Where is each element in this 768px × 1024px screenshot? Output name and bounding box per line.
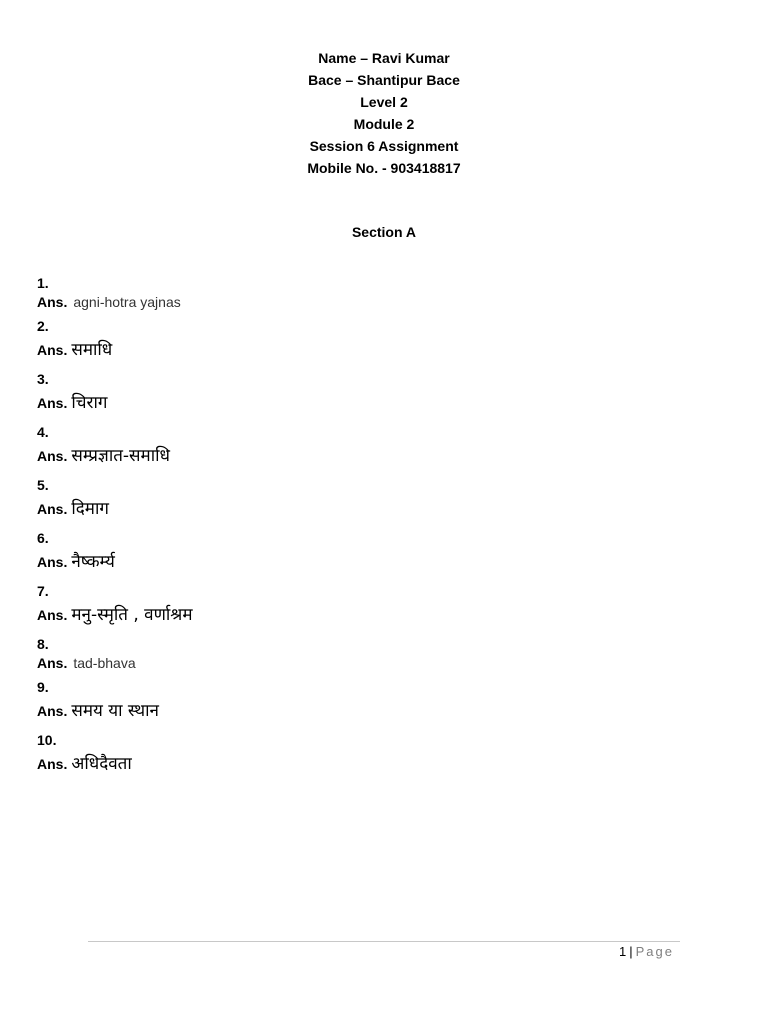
question-number-8: 8. bbox=[37, 636, 49, 652]
footer-divider bbox=[88, 941, 680, 942]
answer-label: Ans. bbox=[37, 395, 68, 411]
student-bace: Bace – Shantipur Bace bbox=[308, 72, 460, 88]
document-header bbox=[0, 47, 768, 179]
answer-label: Ans. bbox=[37, 655, 68, 671]
answer-row-3 bbox=[37, 388, 637, 423]
answer-text-4: सम्प्रज्ञात-समाधि bbox=[71, 446, 170, 466]
question-number-9: 9. bbox=[37, 679, 49, 695]
question-number-3: 3. bbox=[37, 371, 49, 387]
student-name: Name – Ravi Kumar bbox=[318, 50, 450, 66]
answer-label: Ans. bbox=[37, 703, 68, 719]
answer-text-10: अधिदैवता bbox=[71, 754, 132, 774]
answer-row-5 bbox=[37, 494, 637, 529]
answer-text-7: मनु-स्मृति , वर्णाश्रम bbox=[71, 605, 193, 625]
question-number-7: 7. bbox=[37, 583, 49, 599]
answer-text-6: नैष्कर्म्य bbox=[71, 552, 115, 572]
mobile-number: Mobile No. - 903418817 bbox=[307, 160, 461, 176]
page-word: Page bbox=[635, 944, 674, 959]
course-level: Level 2 bbox=[360, 94, 408, 110]
page-number: 1 bbox=[619, 944, 627, 959]
question-number-10: 10. bbox=[37, 732, 57, 748]
question-number-5: 5. bbox=[37, 477, 49, 493]
answer-row-2 bbox=[37, 335, 637, 370]
answer-row-9 bbox=[37, 696, 637, 731]
question-number-4: 4. bbox=[37, 424, 49, 440]
answer-label: Ans. bbox=[37, 607, 68, 623]
answer-row-4 bbox=[37, 441, 637, 476]
answer-row-1 bbox=[37, 292, 637, 317]
answer-row-8 bbox=[37, 653, 637, 678]
answer-text-3: चिराग bbox=[71, 393, 108, 413]
answer-row-6 bbox=[37, 547, 637, 582]
answer-label: Ans. bbox=[37, 756, 68, 772]
answer-list bbox=[37, 274, 637, 784]
answer-text-8: tad-bhava bbox=[73, 655, 136, 671]
answer-text-2: समाधि bbox=[71, 340, 113, 360]
answer-label: Ans. bbox=[37, 554, 68, 570]
question-number-2: 2. bbox=[37, 318, 49, 334]
answer-label: Ans. bbox=[37, 294, 68, 310]
footer-separator: | bbox=[629, 944, 633, 959]
answer-label: Ans. bbox=[37, 501, 68, 517]
question-number-6: 6. bbox=[37, 530, 49, 546]
question-number-1: 1. bbox=[37, 275, 49, 291]
answer-row-10 bbox=[37, 749, 637, 784]
page-footer bbox=[619, 944, 674, 960]
answer-row-7 bbox=[37, 600, 637, 635]
answer-label: Ans. bbox=[37, 342, 68, 358]
section-title: Section A bbox=[351, 224, 417, 240]
answer-label: Ans. bbox=[37, 448, 68, 464]
course-module: Module 2 bbox=[353, 116, 415, 132]
answer-text-5: दिमाग bbox=[71, 499, 109, 519]
answer-text-1: agni-hotra yajnas bbox=[73, 294, 181, 310]
assignment-title: Session 6 Assignment bbox=[309, 138, 459, 154]
answer-text-9: समय या स्थान bbox=[71, 701, 159, 721]
